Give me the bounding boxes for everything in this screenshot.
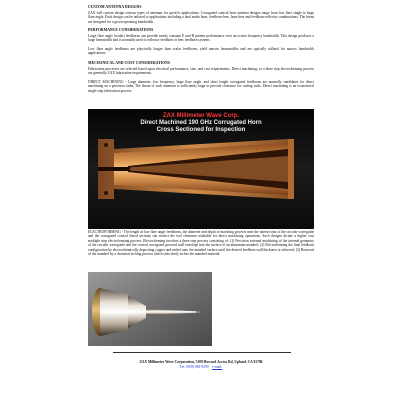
heading-custom-antenna-designs: CUSTOM ANTENNA DESIGNS: [88, 5, 142, 9]
footer-company-address: ZAX Millimeter Wave Corporation, 3108 Howard Access Rd, Upland, CA 91786: [139, 360, 263, 364]
heading-performance: PERFORMANCE CONSIDERATIONS: [88, 28, 154, 32]
mandrel-photo: [88, 272, 212, 346]
paragraph-mechanical-1: Fabrication processes are selected based upon electrical performance, size, and cost requirements. Direct machining, or a three step electroforming process are generally ZAX fabrication requirements.: [88, 67, 314, 76]
photo-caption-horn: Direct Machined 190 GHz Corrugated Horn: [140, 120, 262, 126]
paragraph-performance-2: Low flare angle feedhorns are physically longer than scalar feedhorns, yield narrow beamwidths and are typically utilized for narrow bandwidth applications.: [88, 47, 314, 56]
footer-divider: [113, 352, 291, 353]
mandrel-image: [88, 272, 212, 346]
footer: [88, 360, 314, 369]
footer-contact: [88, 365, 314, 370]
footer-telephone: Tel: (909) 983-9299: [179, 364, 209, 369]
heading-mechanical-cost: MECHANICAL AND COST CONSIDERATIONS: [88, 61, 171, 65]
horn-cross-section-photo: [88, 109, 314, 229]
paragraph-performance-1: Large flare angle (scalar) feedhorns can provide nearly constant E and H pattern performance over an octave frequency bandwidth. This design produces a large beamwidth and is normally used to reflector feedhorn or lens feedhorn systems.: [88, 34, 314, 43]
paragraph-custom-designs: ZAX will custom design various types of antennas for specific applications. Corrugated conical horn antenna designs range from low flare single to large flare angle. Each design can be tailored to applications including a dual mode horn, feedhorn-lens, horn-lens and feedhorn-reflector combinations. The horns are designed for a given operating bandwidth.: [88, 11, 314, 24]
footer-email-link[interactable]: e-mail:: [212, 364, 223, 369]
photo-caption-inspection: Cross Sectioned for Inspection: [156, 127, 246, 133]
paragraph-electroforming: ELECTROFORMING - The length of low flare angle feedhorns, the diameter and depth of matching grooves near the intersection of the circular waveguide and the corrugated conical flared sections can restrict the tool clearance available for direct machining operations. Such designs dictate a higher cost multiple step electroforming process. Electroforming involves a three step process consisting of: (1) Precision external machining of the internal geometry of the circular waveguide and the conical corrugated grooved wall envelope into the surface of an aluminum mandrel; (2) Electroforming the final feedhorn configuration by electrochemically depositing copper and nickel onto the mandrel surface until the desired feedhorn wall thickness is achieved; (3) Removal of the mandrel by a chemical etching process which selectively etches the mandrel material.: [88, 230, 314, 257]
photo-caption-company: ZAX Millimeter Wave Corp.: [162, 113, 240, 119]
paragraph-direct-machining: DIRECT MACHINING - Large diameter, low frequency, large flare angle, and short length corrugated feedhorns are normally candidates for direct machining on a precision lathe. The throat of such antennas is sufficiently large to provide clearance for cutting tools. Direct machining is an economical single step fabrication process.: [88, 80, 314, 93]
